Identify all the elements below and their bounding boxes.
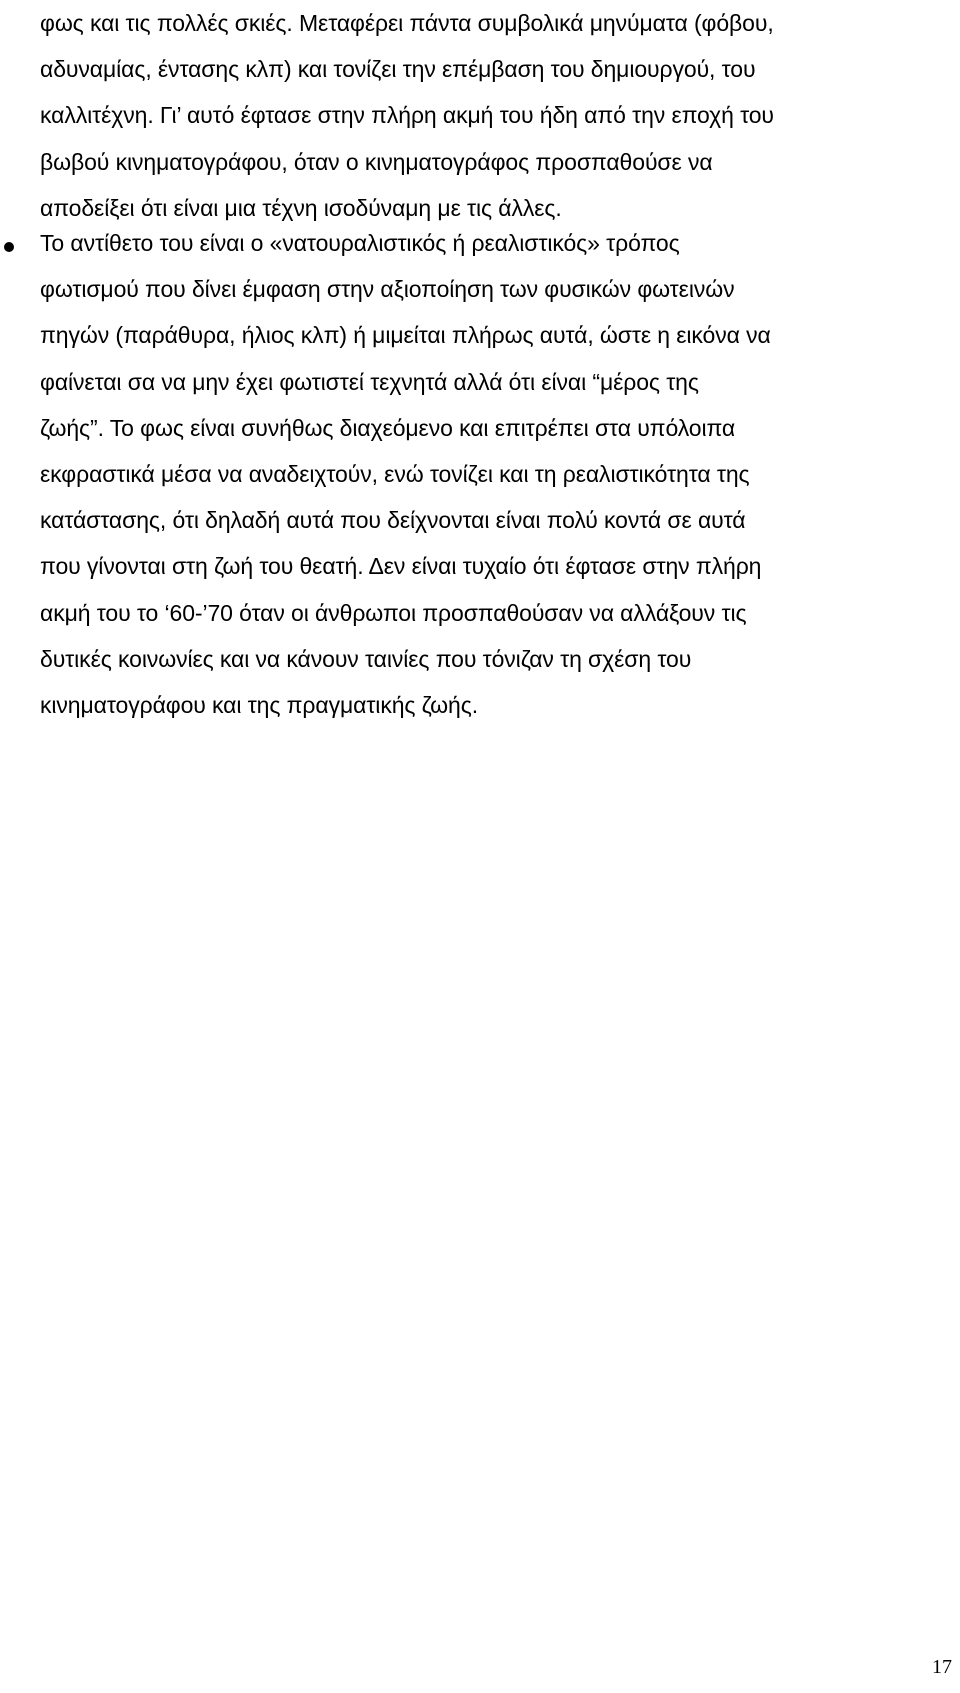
text-line: φως και τις πολλές σκιές. Μεταφέρει πάντα συμβολικά μηνύματα (φόβου, bbox=[40, 10, 774, 36]
text-line: κινηματογράφου και της πραγματικής ζωής. bbox=[40, 691, 479, 718]
text-line: φαίνεται σα να μην έχει φωτιστεί τεχνητά αλλά ότι είναι “μέρος της bbox=[40, 368, 699, 395]
text-line: αποδείξει ότι είναι μια τέχνη ισοδύναμη με τις άλλες. bbox=[40, 194, 562, 221]
text-line: δυτικές κοινωνίες και να κάνουν ταινίες που τόνιζαν τη σχέση του bbox=[40, 645, 692, 672]
text-line: εκφραστικά μέσα να αναδειχτούν, ενώ τονίζει και τη ρεαλιστικότητα της bbox=[40, 460, 750, 487]
text-line: βωβού κινηματογράφου, όταν ο κινηματογράφος προσπαθούσε να bbox=[40, 148, 713, 175]
text-line: καλλιτέχνη. Γι’ αυτό έφτασε στην πλήρη ακμή του ήδη από την εποχή του bbox=[40, 102, 774, 129]
bullet-icon bbox=[4, 242, 14, 252]
page-number: 17 bbox=[932, 1656, 952, 1678]
text-line: ακμή του το ‘60-’70 όταν οι άνθρωποι προσπαθούσαν να αλλάξουν τις bbox=[40, 599, 747, 626]
bullet-paragraph bbox=[40, 220, 920, 728]
continuation-paragraph bbox=[40, 0, 920, 231]
text-line: Το αντίθετο του είναι ο «νατουραλιστικός ή ρεαλιστικός» τρόπος bbox=[40, 230, 680, 256]
text-line: κατάστασης, ότι δηλαδή αυτά που δείχνονται είναι πολύ κοντά σε αυτά bbox=[40, 507, 746, 534]
text-line: ζωής”. Το φως είναι συνήθως διαχεόμενο και επιτρέπει στα υπόλοιπα bbox=[40, 414, 736, 441]
text-line: που γίνονται στη ζωή του θεατή. Δεν είναι τυχαίο ότι έφτασε στην πλήρη bbox=[40, 553, 762, 580]
text-line: αδυναμίας, έντασης κλπ) και τονίζει την επέμβαση του δημιουργού, του bbox=[40, 56, 756, 83]
text-line: φωτισμού που δίνει έμφαση στην αξιοποίηση των φυσικών φωτεινών bbox=[40, 276, 735, 303]
text-line: πηγών (παράθυρα, ήλιος κλπ) ή μιμείται πλήρως αυτά, ώστε η εικόνα να bbox=[40, 322, 771, 349]
